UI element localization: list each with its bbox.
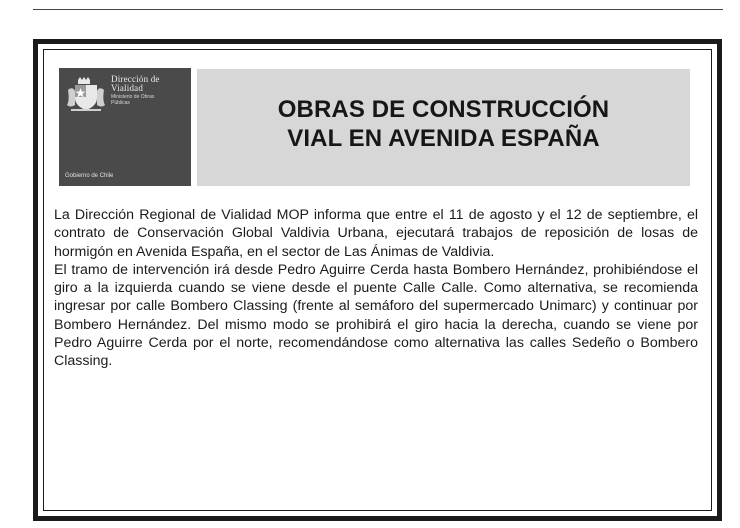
notice-headline bbox=[197, 95, 690, 153]
chilean-shield-icon bbox=[65, 76, 107, 112]
vialidad-logo bbox=[59, 68, 191, 186]
logo-government-label: Gobierno de Chile bbox=[65, 173, 114, 179]
body-paragraph-1: La Dirección Regional de Vialidad MOP informa que entre el 11 de agosto y el 12 de septiembre, el contrato de Conservación Global Valdivia Urbana, ejecutará trabajos de reposición de losas de hormigón en Avenida España, en el sector de Las Ánimas de Valdivia. bbox=[54, 207, 698, 260]
body-paragraph-2: El tramo de intervención irá desde Pedro Aguirre Cerda hasta Bombero Hernández, prohibiéndose el giro a la izquierda cuando se viene desde el puente Calle Calle. Como alternativa, se recomienda ingresar por calle Bombero Classing (frente al semáforo del supermercado Unimarc) y continuar por Bombero Hernández. Del mismo modo se prohibirá el giro hacia la derecha, cuando se viene por Pedro Aguirre Cerda por el norte, recomendándose como alternativa las calles Sedeño o Bombero Classing. bbox=[54, 261, 698, 370]
headline-line-1: OBRAS DE CONSTRUCCIÓN bbox=[277, 96, 610, 123]
top-divider bbox=[33, 9, 723, 10]
public-notice bbox=[33, 39, 722, 521]
logo-subtitle: Ministerio de Obras Públicas bbox=[111, 94, 155, 106]
headline-panel bbox=[197, 69, 690, 186]
logo-title: Dirección de Vialidad bbox=[111, 74, 160, 93]
notice-body bbox=[54, 206, 698, 371]
headline-line-2: VIAL EN AVENIDA ESPAÑA bbox=[287, 125, 600, 152]
